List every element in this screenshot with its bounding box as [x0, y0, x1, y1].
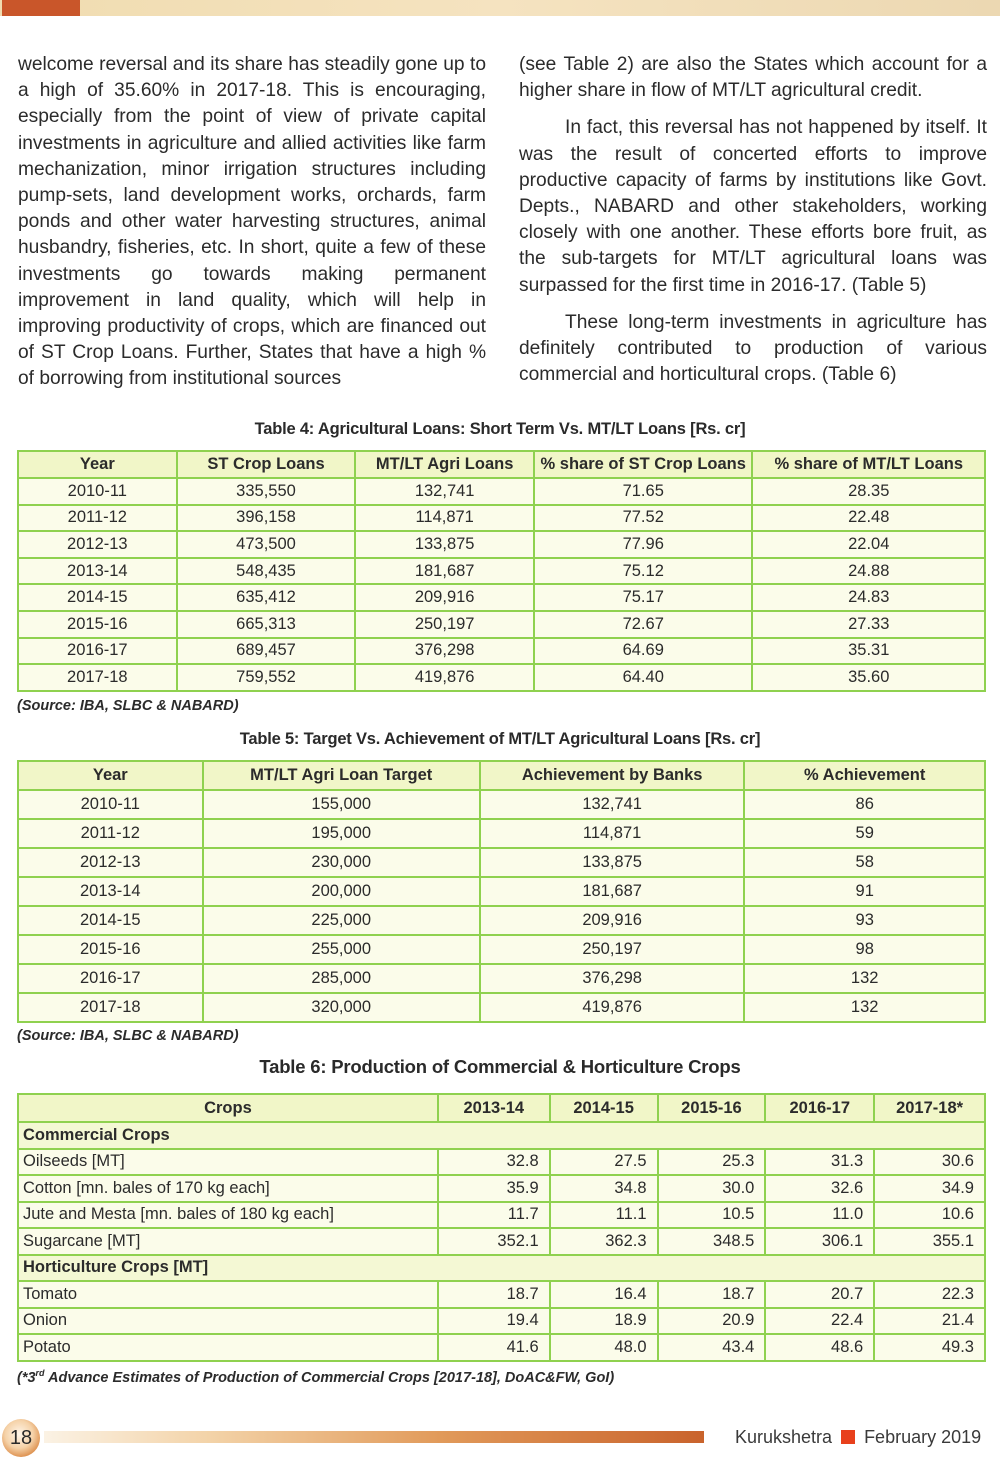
value-cell: 77.96 [534, 531, 753, 558]
value-cell: 285,000 [203, 964, 480, 993]
table-row [18, 1281, 985, 1308]
value-cell: 34.8 [550, 1175, 658, 1202]
column-header: 2017-18* [874, 1094, 985, 1122]
footer-decorative-bar [44, 1431, 704, 1443]
value-cell: 27.33 [752, 611, 985, 638]
value-cell: 335,550 [177, 478, 356, 505]
value-cell: 48.6 [765, 1334, 874, 1361]
crop-name-cell: Tomato [18, 1281, 438, 1308]
value-cell: 98 [744, 935, 985, 964]
column-header: % Achievement [744, 761, 985, 790]
year-cell: 2011-12 [18, 819, 203, 848]
column-header: 2014-15 [550, 1094, 658, 1122]
table-row [18, 964, 985, 993]
value-cell: 27.5 [550, 1149, 658, 1176]
table-row [18, 664, 985, 691]
value-cell: 11.7 [438, 1202, 550, 1229]
table-row [18, 1308, 985, 1335]
table5-source: (Source: IBA, SLBC & NABARD) [17, 1028, 239, 1044]
table-row [18, 1175, 985, 1202]
value-cell: 71.65 [534, 478, 753, 505]
value-cell: 548,435 [177, 558, 356, 585]
value-cell: 181,687 [355, 558, 534, 585]
column-header: Crops [18, 1094, 438, 1122]
value-cell: 362.3 [550, 1228, 658, 1255]
year-cell: 2012-13 [18, 531, 177, 558]
magazine-name: Kurukshetra [735, 1427, 833, 1447]
year-cell: 2010-11 [18, 478, 177, 505]
value-cell: 24.88 [752, 558, 985, 585]
table-row [18, 505, 985, 532]
paragraph: welcome reversal and its share has steadily gone up to a high of 35.60% in 2017-18. This is encouraging, especially from the point of view of private capital investments in agriculture and allied activities like farm mechanization, minor irrigation structures including pump-sets, land development works, orchards, farm ponds and other water harvesting structures, animal husbandry, fisheries, etc. In short, quite a few of these investments go towards making permanent improvement in land quality, which will help in improving productivity of crops, which are financed out of ST Crop Loans. Further, States that have a high % of borrowing from institutional sources [18, 54, 486, 390]
section-row [18, 1255, 985, 1282]
value-cell: 250,197 [480, 935, 745, 964]
value-cell: 114,871 [480, 819, 745, 848]
value-cell: 114,871 [355, 505, 534, 532]
crop-name-cell: Cotton [mn. bales of 170 kg each] [18, 1175, 438, 1202]
value-cell: 225,000 [203, 906, 480, 935]
value-cell: 635,412 [177, 584, 356, 611]
value-cell: 132 [744, 964, 985, 993]
table-header-row [18, 451, 985, 478]
value-cell: 348.5 [658, 1228, 766, 1255]
article-left-column [18, 52, 486, 404]
year-cell: 2014-15 [18, 584, 177, 611]
value-cell: 155,000 [203, 790, 480, 819]
value-cell: 195,000 [203, 819, 480, 848]
value-cell: 72.67 [534, 611, 753, 638]
column-header: % share of MT/LT Loans [752, 451, 985, 478]
value-cell: 22.48 [752, 505, 985, 532]
table-row [18, 906, 985, 935]
value-cell: 255,000 [203, 935, 480, 964]
table-row [18, 1202, 985, 1229]
header-bar [0, 0, 1000, 16]
column-header: % share of ST Crop Loans [534, 451, 753, 478]
table4-source: (Source: IBA, SLBC & NABARD) [17, 698, 239, 714]
header-accent-block [2, 0, 80, 16]
year-cell: 2013-14 [18, 877, 203, 906]
year-cell: 2015-16 [18, 611, 177, 638]
issue-date: February 2019 [864, 1427, 982, 1447]
value-cell: 11.1 [550, 1202, 658, 1229]
table4-caption: Table 4: Agricultural Loans: Short Term Vs. MT/LT Loans [Rs. cr] [254, 420, 746, 438]
year-cell: 2017-18 [18, 993, 203, 1022]
value-cell: 419,876 [355, 664, 534, 691]
table-row [18, 993, 985, 1022]
footer-publication [735, 1427, 981, 1448]
value-cell: 59 [744, 819, 985, 848]
value-cell: 77.52 [534, 505, 753, 532]
year-cell: 2014-15 [18, 906, 203, 935]
table5 [17, 760, 986, 1023]
value-cell: 22.4 [765, 1308, 874, 1335]
column-header: ST Crop Loans [177, 451, 356, 478]
value-cell: 49.3 [874, 1334, 985, 1361]
table-row [18, 790, 985, 819]
value-cell: 31.3 [765, 1149, 874, 1176]
paragraph: In fact, this reversal has not happened by itself. It was the result of concerted efforts to improve productive capacity of farms by institutions like Govt. Depts., NABARD and other stakeholders, working closely with one another. These efforts bore fruit, as the sub-targets for MT/LT agricultural loans was surpassed for the first time in 2016-17. (Table 5) [519, 117, 987, 296]
table-row [18, 877, 985, 906]
value-cell: 64.69 [534, 638, 753, 665]
crop-name-cell: Oilseeds [MT] [18, 1149, 438, 1176]
value-cell: 22.04 [752, 531, 985, 558]
value-cell: 250,197 [355, 611, 534, 638]
value-cell: 376,298 [480, 964, 745, 993]
table-row [18, 584, 985, 611]
table6-footnote: (*3rd Advance Estimates of Production of Commercial Crops [2017-18], DoAC&FW, GoI) [17, 1368, 615, 1386]
table6-caption: Table 6: Production of Commercial & Horticulture Crops [259, 1056, 741, 1077]
value-cell: 419,876 [480, 993, 745, 1022]
value-cell: 306.1 [765, 1228, 874, 1255]
table-header-row [18, 761, 985, 790]
value-cell: 86 [744, 790, 985, 819]
value-cell: 28.35 [752, 478, 985, 505]
value-cell: 35.31 [752, 638, 985, 665]
value-cell: 93 [744, 906, 985, 935]
separator-square-icon [841, 1430, 855, 1444]
value-cell: 35.9 [438, 1175, 550, 1202]
value-cell: 32.8 [438, 1149, 550, 1176]
column-header: 2013-14 [438, 1094, 550, 1122]
table4 [17, 450, 986, 692]
value-cell: 355.1 [874, 1228, 985, 1255]
value-cell: 16.4 [550, 1281, 658, 1308]
table-row [18, 611, 985, 638]
value-cell: 133,875 [355, 531, 534, 558]
year-cell: 2012-13 [18, 848, 203, 877]
table5-caption: Table 5: Target Vs. Achievement of MT/LT Agricultural Loans [Rs. cr] [239, 730, 761, 748]
value-cell: 24.83 [752, 584, 985, 611]
value-cell: 35.60 [752, 664, 985, 691]
value-cell: 396,158 [177, 505, 356, 532]
year-cell: 2017-18 [18, 664, 177, 691]
value-cell: 58 [744, 848, 985, 877]
table-row [18, 935, 985, 964]
value-cell: 43.4 [658, 1334, 766, 1361]
value-cell: 759,552 [177, 664, 356, 691]
value-cell: 64.40 [534, 664, 753, 691]
value-cell: 181,687 [480, 877, 745, 906]
value-cell: 25.3 [658, 1149, 766, 1176]
value-cell: 18.7 [438, 1281, 550, 1308]
value-cell: 209,916 [355, 584, 534, 611]
table-row [18, 1149, 985, 1176]
section-row [18, 1122, 985, 1149]
value-cell: 75.12 [534, 558, 753, 585]
value-cell: 132,741 [480, 790, 745, 819]
year-cell: 2016-17 [18, 638, 177, 665]
column-header: Year [18, 451, 177, 478]
value-cell: 10.5 [658, 1202, 766, 1229]
table-row [18, 478, 985, 505]
value-cell: 41.6 [438, 1334, 550, 1361]
value-cell: 689,457 [177, 638, 356, 665]
year-cell: 2011-12 [18, 505, 177, 532]
value-cell: 352.1 [438, 1228, 550, 1255]
article-right-column [519, 52, 987, 399]
value-cell: 20.9 [658, 1308, 766, 1335]
value-cell: 11.0 [765, 1202, 874, 1229]
crop-name-cell: Sugarcane [MT] [18, 1228, 438, 1255]
value-cell: 32.6 [765, 1175, 874, 1202]
table-row [18, 638, 985, 665]
column-header: Achievement by Banks [480, 761, 745, 790]
column-header: MT/LT Agri Loan Target [203, 761, 480, 790]
table-row [18, 819, 985, 848]
paragraph: (see Table 2) are also the States which account for a higher share in flow of MT/LT agricultural credit. [519, 54, 987, 102]
section-heading: Commercial Crops [18, 1122, 985, 1149]
value-cell: 230,000 [203, 848, 480, 877]
crop-name-cell: Onion [18, 1308, 438, 1335]
value-cell: 34.9 [874, 1175, 985, 1202]
value-cell: 200,000 [203, 877, 480, 906]
crop-name-cell: Potato [18, 1334, 438, 1361]
year-cell: 2010-11 [18, 790, 203, 819]
value-cell: 209,916 [480, 906, 745, 935]
page-number-badge: 18 [2, 1419, 40, 1457]
value-cell: 30.0 [658, 1175, 766, 1202]
column-header: 2015-16 [658, 1094, 766, 1122]
value-cell: 21.4 [874, 1308, 985, 1335]
value-cell: 10.6 [874, 1202, 985, 1229]
value-cell: 22.3 [874, 1281, 985, 1308]
year-cell: 2016-17 [18, 964, 203, 993]
column-header: MT/LT Agri Loans [355, 451, 534, 478]
table-row [18, 1334, 985, 1361]
table-row [18, 558, 985, 585]
table-row [18, 531, 985, 558]
value-cell: 18.7 [658, 1281, 766, 1308]
value-cell: 20.7 [765, 1281, 874, 1308]
crop-name-cell: Jute and Mesta [mn. bales of 180 kg each] [18, 1202, 438, 1229]
table-row [18, 1228, 985, 1255]
paragraph: These long-term investments in agriculture has definitely contributed to production of various commercial and horticultural crops. (Table 6) [519, 311, 987, 386]
section-heading: Horticulture Crops [MT] [18, 1255, 985, 1282]
value-cell: 18.9 [550, 1308, 658, 1335]
value-cell: 133,875 [480, 848, 745, 877]
year-cell: 2015-16 [18, 935, 203, 964]
value-cell: 91 [744, 877, 985, 906]
value-cell: 19.4 [438, 1308, 550, 1335]
value-cell: 132,741 [355, 478, 534, 505]
value-cell: 30.6 [874, 1149, 985, 1176]
column-header: 2016-17 [765, 1094, 874, 1122]
value-cell: 320,000 [203, 993, 480, 1022]
table-row [18, 848, 985, 877]
value-cell: 48.0 [550, 1334, 658, 1361]
value-cell: 665,313 [177, 611, 356, 638]
value-cell: 132 [744, 993, 985, 1022]
value-cell: 473,500 [177, 531, 356, 558]
year-cell: 2013-14 [18, 558, 177, 585]
table6 [17, 1093, 986, 1362]
value-cell: 75.17 [534, 584, 753, 611]
value-cell: 376,298 [355, 638, 534, 665]
column-header: Year [18, 761, 203, 790]
table-header-row [18, 1094, 985, 1122]
